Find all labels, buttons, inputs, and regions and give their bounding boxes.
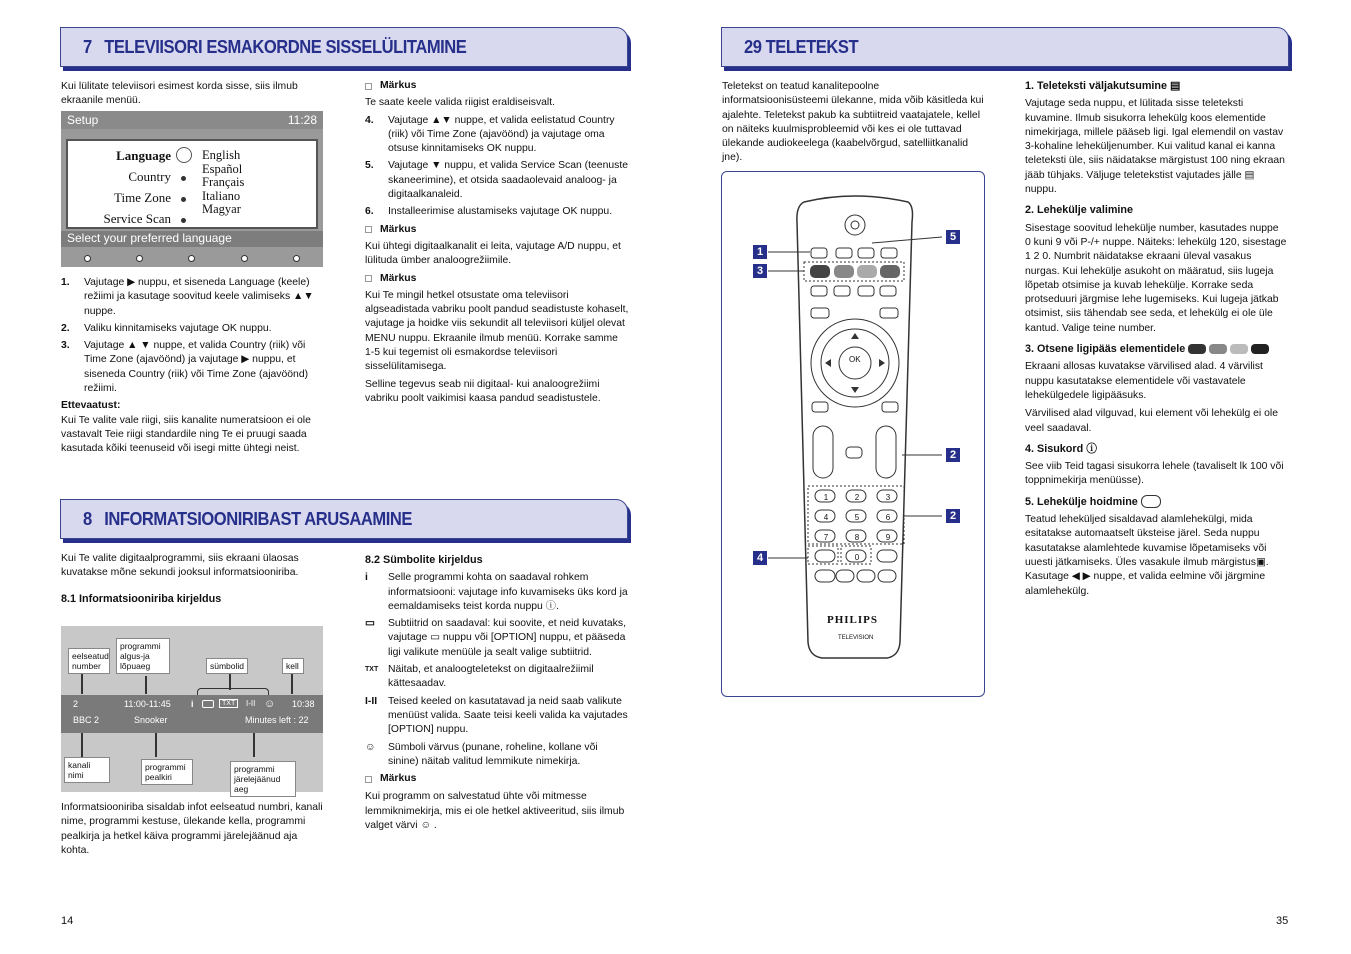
section-29-header bbox=[721, 27, 1289, 67]
item-text: Teatud leheküljed sisaldavad alamlehekülgi, mida esitatakse automaatselt üksteise järel. Seda nuppu kasutatakse alamlehtede kuvamise lõpetamiseks või uuesti jätkamiseks. Üles vasakule ilmub märgistus▣. Kasutage ◀ ▶ nuppe, et valida eelmine või järgmine alamlehekülg. bbox=[1025, 514, 1269, 597]
section-number: 7 bbox=[83, 37, 92, 57]
section-title: INFORMATSIOONIRIBAST ARUSAAMINE bbox=[104, 509, 412, 529]
list-item: I-II Teised keeled on kasutatavad ja neid saab valikute menüüst valida. Saate teisi keeli valida ka vajutades [OPTION] nuppu. bbox=[365, 695, 629, 738]
note-heading: Märkus bbox=[380, 773, 417, 785]
callout-clock: kell bbox=[282, 658, 304, 674]
favourite-icon: ☺ bbox=[264, 698, 276, 710]
digit-5: 5 bbox=[854, 513, 860, 522]
list-item: ☺ Sümboli värvus (punane, roheline, kollane või sinine) näitab valitud lemmikute nimekirja. bbox=[365, 741, 629, 770]
list-item: 3. Vajutage ▲ ▼ nuppe, et valida Country (riik) või Time Zone (ajavöönd) ja vajutage ▶ nuppu, et siseneda Country (riik) või Time Zone (ajavöönd) režiimi. bbox=[61, 340, 309, 395]
menu-timezone: Time Zone bbox=[114, 190, 171, 205]
callout-time: programmi algus-ja lõpuaeg bbox=[116, 638, 170, 674]
yellow-key-icon bbox=[1230, 344, 1248, 354]
callout-tag: 2 bbox=[946, 448, 960, 462]
subsection-heading: 8.1 Informatsiooniriba kirjeldus bbox=[61, 593, 222, 605]
note-heading: Märkus bbox=[380, 223, 417, 235]
note-text: Te saate keele valida riigist eraldiseisvalt. bbox=[365, 97, 556, 109]
remote-diagram bbox=[721, 171, 985, 697]
item-heading: 2. Lehekülje valimine bbox=[1025, 204, 1134, 217]
option-english: English bbox=[202, 148, 241, 162]
callout-tag: 2 bbox=[946, 509, 960, 523]
ok-label: OK bbox=[849, 355, 861, 364]
teletext-icon: TXT bbox=[219, 699, 238, 708]
digit-7: 7 bbox=[823, 533, 829, 542]
callout-title: programmi pealkiri bbox=[141, 759, 193, 785]
infobar-number: 2 bbox=[73, 699, 79, 709]
infobar-channel: BBC 2 bbox=[73, 715, 100, 725]
menu-servicescan: Service Scan bbox=[103, 211, 171, 226]
note-heading: Märkus bbox=[380, 272, 417, 284]
item-text: Värvilised alad vilguvad, kui element või lehekülg ei ole veel saadaval. bbox=[1025, 408, 1278, 434]
list-item: 6. Installeerimise alustamiseks vajutage OK nuppu. bbox=[365, 206, 613, 218]
digit-6: 6 bbox=[885, 513, 891, 522]
dot-icon bbox=[241, 255, 248, 262]
note-text: Kui Te mingil hetkel otsustate oma televiisori algseadistada vabriku poolt pandud seadistuste kohaselt, vajutage ja hoidke viis sekundit all televiisori küljel olevat MENU nuppu. Ekraanile ilmub menüü. Korrake samme 1-5 kui tegemist oli esmakordse televiisori sisselülitamisega. bbox=[365, 289, 629, 373]
list-item: 4. Vajutage ▲▼ nuppe, et valida eelistatud Country (riik) või Time Zone (ajavöönd) ja vajutage oma otsuse kinnitamiseks OK nuppu. bbox=[365, 114, 615, 155]
note-heading: Märkus bbox=[380, 80, 417, 91]
section-number: 8 bbox=[83, 509, 92, 529]
dot-icon bbox=[136, 255, 143, 262]
item-heading: 1. Teleteksti väljakutsumine ▤ bbox=[1025, 80, 1181, 92]
setup-screen bbox=[61, 111, 323, 267]
section-title: 29 TELETEKST bbox=[744, 37, 859, 57]
setup-footer: Select your preferred language bbox=[61, 231, 323, 247]
page-number: 35 bbox=[1276, 915, 1289, 927]
page-number: 14 bbox=[61, 915, 74, 927]
info-icon: i bbox=[191, 699, 194, 709]
caution-heading: Ettevaatust: bbox=[61, 400, 121, 412]
navigation-icon bbox=[176, 147, 192, 163]
option-italiano: Italiano bbox=[202, 188, 241, 203]
digit-3: 3 bbox=[885, 493, 891, 502]
digit-8: 8 bbox=[854, 533, 860, 542]
leader-line bbox=[155, 733, 157, 757]
infobar-diagram bbox=[61, 626, 323, 792]
subtitle-icon bbox=[202, 700, 214, 708]
callout-tag: 5 bbox=[946, 230, 960, 244]
note-text: Kui programm on salvestatud ühte või mitmesse lemmiknimekirja, mis ei ole hetkel aktiveeritud, siis ilmub valget värvi ☺ . bbox=[365, 791, 625, 832]
leader-line bbox=[145, 676, 147, 694]
callout-preset: eelseatud number bbox=[68, 648, 110, 674]
info-symbol-icon: i bbox=[365, 572, 368, 584]
infobar-program: Snooker bbox=[134, 715, 168, 725]
callout-tag: 1 bbox=[753, 245, 767, 259]
digit-9: 9 bbox=[885, 533, 891, 542]
leader-line bbox=[81, 674, 83, 694]
section-8-intro: Kui Te valite digitaalprogrammi, siis ekraani ülaosas kuvatakse mõne sekundi jooksul informatsiooniriba. bbox=[61, 553, 299, 579]
leader-line bbox=[291, 674, 293, 694]
list-item: 5. Vajutage ▼ nuppu, et valida Service Scan (teenuste skaneerimine), et otsida saadaolevaid analoog- ja digitaalkanaleid. bbox=[365, 160, 628, 201]
setup-title: Setup bbox=[67, 113, 99, 127]
hold-button-icon bbox=[1141, 495, 1161, 508]
bullet-icon bbox=[181, 176, 186, 181]
section-81-text: Informatsiooniriba sisaldab infot eelseatud numbri, kanali nime, programmi kestuse, ülekande kella, programmi pealkirja ja hetkel käiva programmi järelejäänud aja kohta. bbox=[61, 802, 323, 856]
language-symbol-icon: I-II bbox=[365, 695, 378, 707]
digit-2: 2 bbox=[854, 493, 860, 502]
note-icon bbox=[365, 776, 372, 783]
section-8-header bbox=[60, 499, 628, 539]
leader-line bbox=[81, 733, 83, 757]
infobar-remaining: Minutes left : 22 bbox=[245, 715, 309, 725]
item-text: Ekraani allosas kuvatakse värvilised alad. 4 värvilist nuppu kasutatakse elementidele või vastavatele lehekülgedele ligipääsuks. bbox=[1025, 361, 1263, 401]
note-icon bbox=[365, 83, 372, 90]
language-icon: I-II bbox=[246, 699, 256, 708]
note-icon bbox=[365, 226, 372, 233]
section-title: TELEVIISORI ESMAKORDNE SISSELÜLITAMINE bbox=[104, 37, 467, 57]
setup-time: 11:28 bbox=[287, 113, 317, 127]
digit-0: 0 bbox=[854, 553, 860, 562]
infobar-clock: 10:38 bbox=[292, 699, 315, 709]
item-text: Sisestage soovitud lehekülje number, kasutades nuppe 0 kuni 9 või P-/+ nuppe. Näiteks: lehekülg 120, sisestage 1 2 0. Numbrit näidatakse ekraani üleval vasakus nurgas. Kui lehekülje asukoht on määratud, siis lugeja lõpetab otsimise ja kuvab lehekülje. Korrake seda protseduuri järgmise lehe lugemiseks. Kui lugeja jätkab otsimist, siis tähendab see seda, et lehekülg ei ole üle kantud. Valige teine number. bbox=[1025, 222, 1287, 334]
bullet-icon bbox=[181, 197, 186, 202]
caution-text: Kui Te valite vale riigi, siis kanalite numeratsioon ei ole vastavalt Teie riigi standardile ning Te ei pruugi saada kasutada kõiki teenuseid või isegi mitte ühtegi neist. bbox=[61, 414, 311, 455]
callout-tag: 3 bbox=[753, 264, 767, 278]
list-item: TXT Näitab, et analoogteletekst on digitaalrežiimil kättesaadav. bbox=[365, 663, 629, 692]
blue-key-icon bbox=[1251, 344, 1269, 354]
list-item: ▭ Subtiitrid on saadaval: kui soovite, et neid kuvataks, vajutage ▭ nuppu või [OPTION] nuppu, et pääseda ligi valikute menüüle ja sealt valige subtiitrid. bbox=[365, 617, 629, 660]
note-icon bbox=[365, 275, 372, 282]
leader-line bbox=[253, 733, 255, 757]
section-7-header bbox=[60, 27, 628, 67]
item-heading: 4. Sisukord ⓘ bbox=[1025, 442, 1097, 455]
callout-channel: kanali nimi bbox=[64, 757, 110, 783]
list-item: i Selle programmi kohta on saadaval rohkem informatsiooni: vajutage info kuvamiseks üks kord ja eemaldamiseks teist korda nuppu ⓘ. bbox=[365, 571, 629, 614]
subtitle-symbol-icon: ▭ bbox=[365, 618, 375, 630]
list-item: 1. Vajutage ▶ nuppu, et siseneda Language (keele) režiimi ja kasutage soovitud keele valimiseks ▲▼ nuppe. bbox=[61, 277, 314, 317]
option-magyar: Magyar bbox=[202, 202, 241, 216]
dot-icon bbox=[293, 255, 300, 262]
item-heading: 3. Otsene ligipääs elementidele bbox=[1025, 343, 1186, 356]
note-text: Selline tegevus seab nii digitaal- kui analoogrežiimi vabriku poolt vaikimisi kaasa pandud seadistustele. bbox=[365, 378, 601, 404]
item-text: Vajutage seda nuppu, et lülitada sisse teleteksti kuvamine. Ilmub sisukorra lehekülg koos elementide nimekirjaga, millele pääseb ligi. Igal elemendil on vastav 3-kohaline leheküljenumber. Kui valitud kanal ei kanna teleteksti üle, siis näidatakse märgistust 100 ning ekraan jääb tühjaks. Väljuge teletekstist vajutades jälle ▤ nuppu. bbox=[1025, 98, 1285, 196]
dot-icon bbox=[84, 255, 91, 262]
subsection-heading: 8.2 Sümbolite kirjeldus bbox=[365, 554, 483, 566]
item-heading: 5. Lehekülje hoidmine bbox=[1025, 495, 1138, 508]
option-espanol: Español bbox=[202, 161, 243, 176]
dot-icon bbox=[188, 255, 195, 262]
intro-text: Kui lülitate televiisori esimest korda sisse, siis ilmub ekraanile menüü. bbox=[61, 81, 298, 107]
note-text: Kui ühtegi digitaalkanalit ei leita, vajutage A/D nuppu, et lülituda ümber analoogrežiimile. bbox=[365, 240, 621, 267]
digit-1: 1 bbox=[823, 493, 829, 502]
callout-remaining: programmi järelejäänud aeg bbox=[230, 761, 296, 797]
menu-country: Country bbox=[128, 169, 171, 184]
item-text: See viib Teid tagasi sisukorra lehele (tavaliselt lk 100 või toppnimekirja menüüsse). bbox=[1025, 461, 1284, 487]
red-key-icon bbox=[1188, 344, 1206, 354]
callout-tag: 4 bbox=[753, 551, 767, 565]
list-item: 2. Valiku kinnitamiseks vajutage OK nuppu. bbox=[61, 322, 272, 334]
infobar-time: 11:00-11:45 bbox=[124, 699, 171, 709]
teletext-intro: Teletekst on teatud kanalitepoolne informatsioonisüsteemi ülekanne, mida võib käsitleda kui ajalehte. Teletekst pakub ka subtiitreid vaatajatele, kellel on näiteks kuulmisprobleemid või kes ei ole tuttavad ülekande audiokeelega (kaabelvõrgud, satelliitkanalid jne). bbox=[722, 81, 984, 164]
favourite-symbol-icon: ☺ bbox=[365, 741, 376, 753]
menu-language: Language bbox=[116, 148, 171, 163]
brand-logo: PHILIPS bbox=[827, 614, 879, 626]
infobar bbox=[61, 695, 323, 733]
callout-symbols: sümbolid bbox=[206, 658, 248, 674]
brand-sub: TELEVISION bbox=[838, 635, 874, 641]
option-francais: Français bbox=[202, 175, 245, 189]
digit-4: 4 bbox=[823, 513, 829, 522]
teletext-symbol-icon: TXT bbox=[365, 666, 379, 674]
bullet-icon bbox=[181, 218, 186, 223]
green-key-icon bbox=[1209, 344, 1227, 354]
